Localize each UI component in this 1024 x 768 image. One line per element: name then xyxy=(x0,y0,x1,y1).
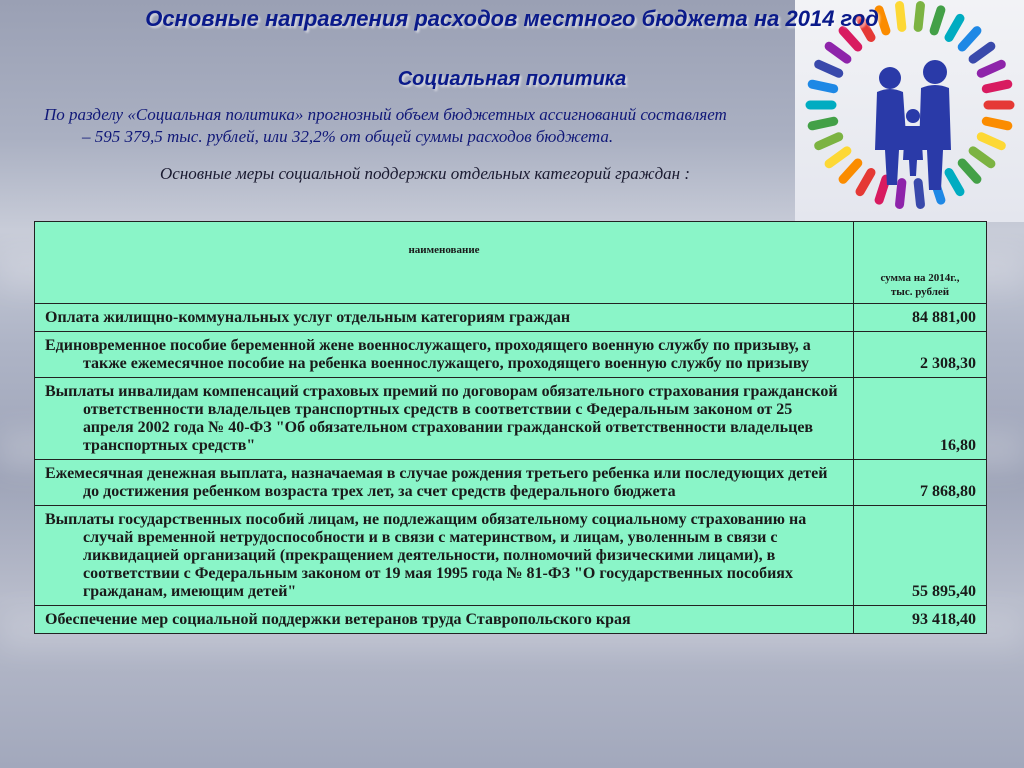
row-description xyxy=(35,304,854,332)
table-row xyxy=(35,606,987,634)
intro-paragraph xyxy=(44,104,1014,148)
logo-ray xyxy=(949,173,960,192)
logo-ray xyxy=(900,183,902,205)
column-header-sum-line1: сумма на 2014г., xyxy=(880,272,960,284)
row-description-text: Выплаты государственных пособий лицам, не подлежащим обязательному социальному страхованию на случай временной нетрудоспособности и в связи с материнством, и лицам, уволенным в связи с ликвидацией организаций (прекращением деятельности, полномочий физическими лицами), в соответствии с Федеральным законом от 19 мая 1995 года № 81-ФЗ "О государственных пособиях гражданам, имеющим детей" xyxy=(45,511,807,600)
table-row xyxy=(35,506,987,606)
logo-ray xyxy=(829,151,847,164)
row-description xyxy=(35,378,854,460)
row-description xyxy=(35,506,854,606)
logo-ray xyxy=(918,183,920,205)
intro-line-1: По разделу «Социальная политика» прогнозный объем бюджетных ассигнований составляет xyxy=(44,105,727,124)
row-description-text: Единовременное пособие беременной жене военнослужащего, проходящего военную службу по призыву, а также ежемесячное пособие на ребенка военнослужащего, проходящего военную службу по призыву xyxy=(45,337,811,372)
measures-caption: Основные меры социальной поддержки отдельных категорий граждан : xyxy=(160,164,691,183)
row-amount: 84 881,00 xyxy=(854,304,987,332)
column-header-name: наименование xyxy=(35,222,854,304)
row-description-text: Выплаты инвалидам компенсаций страховых премий по договорам обязательного страхования гражданской ответственности владельцев транспортных средств в соответствии с Федеральным законом от 25 апреля 2002 года № 40-ФЗ "Об обязательном страховании гражданской ответственности владельцев транспортных средств" xyxy=(45,383,838,454)
logo-ray xyxy=(973,46,991,59)
table-row xyxy=(35,332,987,378)
intro-line-2: – 595 379,5 тыс. рублей, или 32,2% от общей суммы расходов бюджета. xyxy=(82,127,614,146)
logo-ray xyxy=(962,31,977,47)
row-description xyxy=(35,606,854,634)
row-description xyxy=(35,460,854,506)
row-amount: 7 868,80 xyxy=(854,460,987,506)
table-row xyxy=(35,460,987,506)
logo-ray xyxy=(973,151,991,164)
logo-ray xyxy=(843,31,858,47)
section-subtitle: Социальная политика xyxy=(397,68,627,90)
row-description-text: Ежемесячная денежная выплата, назначаемая в случае рождения третьего ребенка или последующих детей до достижения ребенком возраста трех лет, за счет средств федерального бюджета xyxy=(45,465,828,500)
logo-ray xyxy=(962,163,977,179)
column-header-sum xyxy=(854,222,987,304)
row-amount: 93 418,40 xyxy=(854,606,987,634)
row-description-text: Обеспечение мер социальной поддержки ветеранов труда Ставропольского края xyxy=(45,611,631,628)
social-support-table xyxy=(34,221,987,634)
row-amount: 16,80 xyxy=(854,378,987,460)
row-description-text: Оплата жилищно-коммунальных услуг отдельным категориям граждан xyxy=(45,309,571,326)
table-row xyxy=(35,378,987,460)
logo-ray xyxy=(829,46,847,59)
table-header-row xyxy=(35,222,987,304)
column-header-sum-line2: тыс. рублей xyxy=(890,286,950,298)
row-amount: 2 308,30 xyxy=(854,332,987,378)
row-amount: 55 895,40 xyxy=(854,506,987,606)
table-row xyxy=(35,304,987,332)
row-description xyxy=(35,332,854,378)
page-title: Основные направления расходов местного бюджета на 2014 год xyxy=(145,6,879,31)
